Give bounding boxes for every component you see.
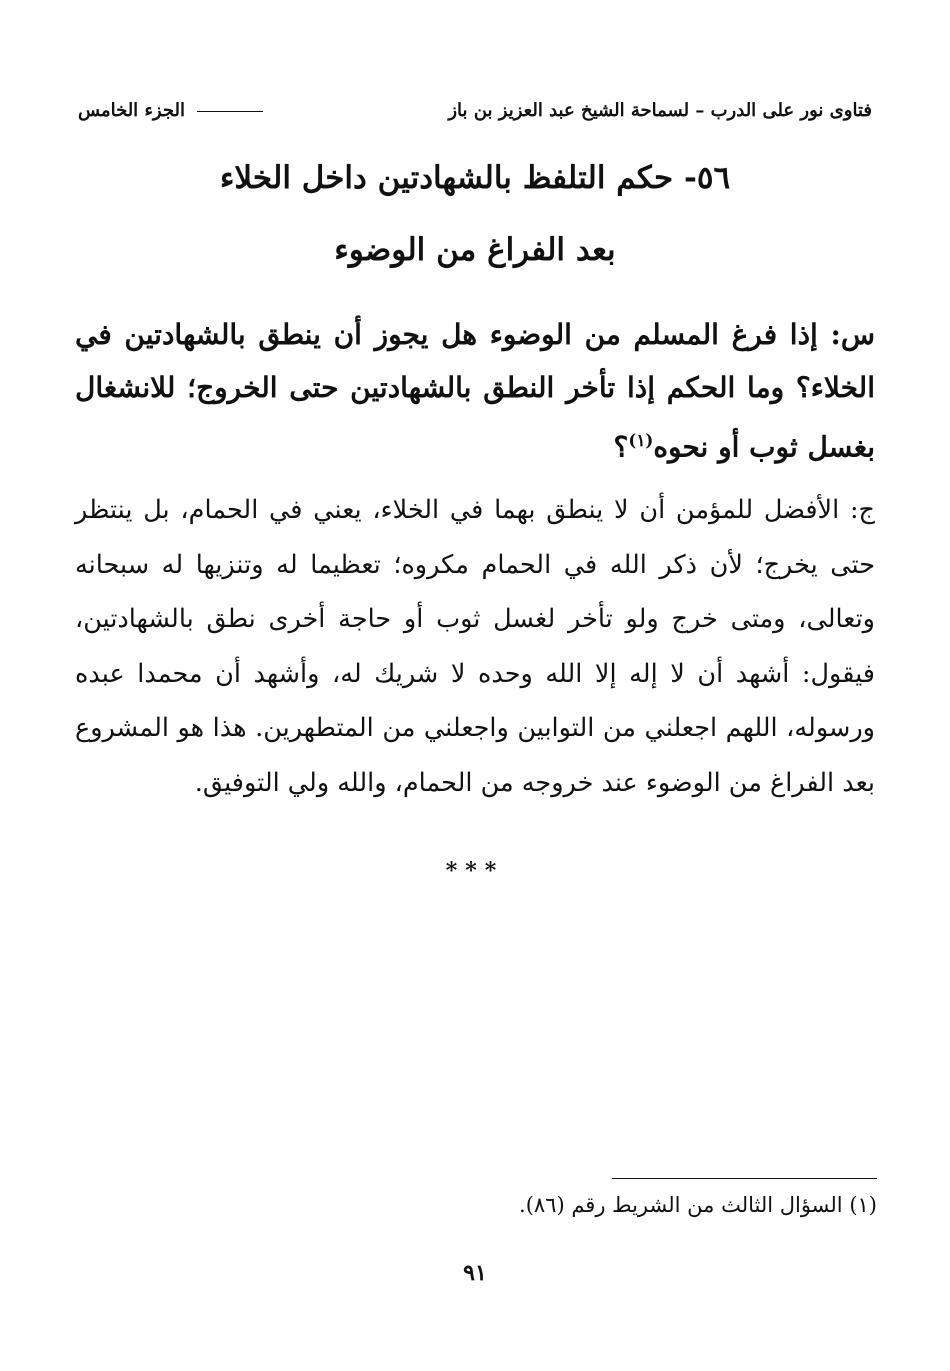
answer-paragraph xyxy=(75,483,875,810)
fatwa-title-line2: بعد الفراغ من الوضوء xyxy=(334,232,616,268)
header-dash xyxy=(197,111,263,112)
header-right xyxy=(448,100,872,121)
fatwa-title-line1: ٥٦- حكم التلفظ بالشهادتين داخل الخلاء xyxy=(219,160,731,196)
volume-label: الجزء الخامس xyxy=(78,100,185,121)
footnote: (١) السؤال الثالث من الشريط رقم (٨٦). xyxy=(519,1193,877,1217)
running-header xyxy=(78,100,872,121)
book-title: فتاوى نور على الدرب xyxy=(710,100,872,121)
section-separator: *** xyxy=(445,858,505,884)
question-paragraph xyxy=(75,308,875,473)
footnote-ref: (١) xyxy=(628,430,654,450)
question-end: ؟ xyxy=(613,430,629,464)
footnote-rule xyxy=(612,1178,877,1179)
header-left xyxy=(78,100,269,121)
answer-label: ج: xyxy=(849,495,875,525)
answer-text: الأفضل للمؤمن أن لا ينطق بهما في الخلاء، يعني في الحمام، بل ينتظر حتى يخرج؛ لأن ذكر الله في الحمام مكروه؛ تعظيما له وتنزيها له سبحانه وتعالى، ومتى خرج ولو تأخر لغسل ثوب أو حاجة أخرى نطق بالشهادتين، فيقول: أشهد أن لا إله إلا الله وحده لا شريك له، وأشهد أن محمدا عبده ورسوله، اللهم اجعلني من التوابين واجعلني من المتطهرين. هذا هو المشروع بعد الفراغ من الوضوء عند خروجه من الحمام، والله ولي التوفيق. xyxy=(75,495,875,798)
page-number: ٩١ xyxy=(463,1260,487,1286)
question-label: س: xyxy=(830,318,876,351)
author-name: – لسماحة الشيخ عبد العزيز بن باز xyxy=(448,100,705,121)
question-text: إذا فرغ المسلم من الوضوء هل يجوز أن ينطق بالشهادتين في الخلاء؟ وما الحكم إذا تأخر النطق بالشهادتين حتى الخروج؛ للانشغال بغسل ثوب أو نحوه xyxy=(75,318,875,464)
